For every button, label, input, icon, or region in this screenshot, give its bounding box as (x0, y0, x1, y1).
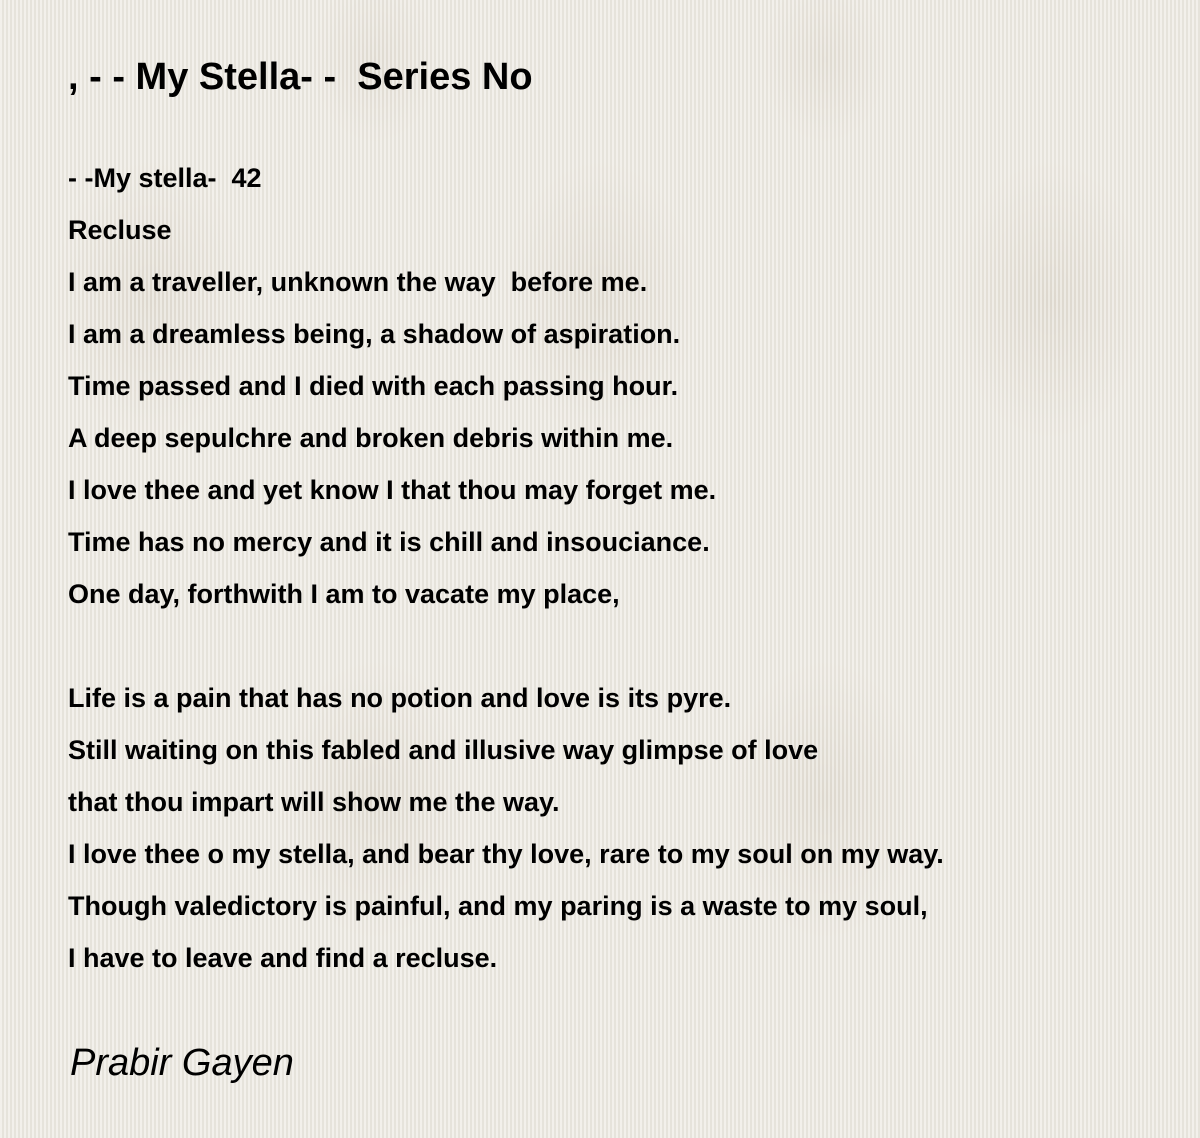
poem-author: Prabir Gayen (70, 1042, 294, 1084)
poem-line: Though valedictory is painful, and my paring is a waste to my soul, (68, 891, 928, 921)
poem-line: One day, forthwith I am to vacate my place, (68, 579, 620, 609)
poem-line: A deep sepulchre and broken debris within me. (68, 423, 674, 453)
poem-line: Time has no mercy and it is chill and insouciance. (68, 527, 710, 557)
poem-line: I am a traveller, unknown the way before me. (68, 267, 648, 297)
poem-line: I love thee and yet know I that thou may forget me. (68, 475, 717, 505)
poem-line: I have to leave and find a recluse. (68, 943, 498, 973)
poem-line: Time passed and I died with each passing hour. (68, 371, 679, 401)
poem-line: - -My stella- 42 (68, 163, 262, 193)
poem-blank-line (68, 620, 944, 672)
poem-title: , - - My Stella- - Series No (68, 56, 533, 98)
poem-line: Still waiting on this fabled and illusive way glimpse of love (68, 735, 819, 765)
poem-line: I love thee o my stella, and bear thy love, rare to my soul on my way. (68, 839, 944, 869)
poem-line: Recluse (68, 215, 172, 245)
poem-line: Life is a pain that has no potion and love is its pyre. (68, 683, 732, 713)
poem-body (68, 152, 944, 984)
poem-line: that thou impart will show me the way. (68, 787, 560, 817)
poem-line: I am a dreamless being, a shadow of aspiration. (68, 319, 681, 349)
